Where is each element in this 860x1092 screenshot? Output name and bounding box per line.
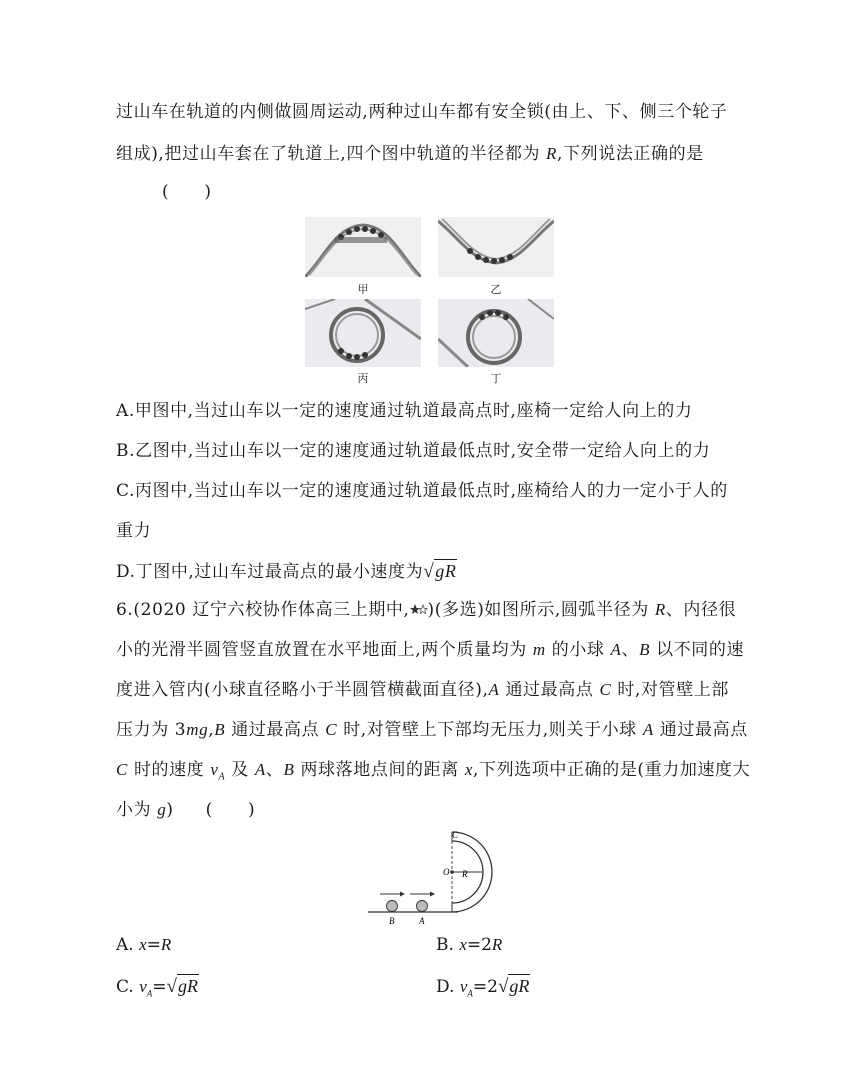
q6-var-m: m	[532, 640, 546, 659]
q6-line-6a: 小为	[116, 800, 158, 820]
q5-answer-paren: ( )	[162, 182, 212, 202]
q5-option-d-radicand: gR	[435, 561, 457, 581]
q5-line-2c: ,下列说法正确的是	[557, 144, 704, 164]
q6-var-a2: A	[488, 680, 500, 699]
arrow-a-icon	[430, 892, 435, 897]
q5-option-d	[116, 559, 457, 583]
q6-line-5g: 、	[265, 760, 284, 780]
q6-var-mg: mg	[186, 720, 209, 739]
q6-option-b	[436, 934, 502, 956]
q6-var-g: g	[157, 800, 167, 819]
q5-option-c-1: C.丙图中,当过山车以一定的速度通过轨道最低点时,座椅给人的力一定小于人的	[116, 481, 728, 501]
half-pipe-diagram	[366, 828, 526, 926]
q6-option-a-val: R	[160, 935, 172, 954]
caption-jia: 甲	[357, 283, 369, 296]
q6-var-v-sub: A	[218, 771, 226, 783]
q6-line-5i: 两球落地点间的距离	[294, 760, 465, 780]
q6-option-b-var: x	[459, 935, 467, 954]
q5-line-2a: 组成),把过山车套在了轨道上,四个图中轨道的半径都为	[116, 144, 547, 164]
photo-ding	[438, 299, 554, 367]
q6-option-d-radicand: gR	[509, 976, 530, 996]
q6-line-2a: 小的光滑半圆管竖直放置在水平地面上,两个质量均为	[116, 640, 533, 660]
q6-line-3	[116, 679, 729, 701]
q6-line-5e: 及	[225, 760, 255, 780]
label-c: C	[452, 830, 459, 840]
q6-option-c-sub: A	[146, 988, 153, 999]
photo-jia	[305, 217, 421, 277]
caption-yi: 乙	[490, 283, 502, 296]
q6-option-b-eq: =2	[466, 935, 492, 955]
q6-option-c-eq: =	[152, 977, 167, 997]
q6-line-2	[116, 639, 744, 661]
q6-answer-paren: ( )	[205, 800, 256, 820]
q6-line-3c: 通过最高点	[499, 680, 600, 700]
q6-option-d-var: v	[459, 977, 468, 996]
ball-a	[417, 901, 428, 912]
q6-option-c-sqrt: √gR	[166, 976, 198, 997]
label-a: A	[419, 916, 425, 926]
q6-line-3e: 时,对管壁上部	[611, 680, 730, 700]
difficulty-stars-icon	[410, 604, 428, 616]
q6-line-1	[116, 599, 736, 621]
q6-var-c2: C	[325, 720, 338, 739]
q5-option-b: B.乙图中,当过山车以一定的速度通过轨道最低点时,安全带一定给人向上的力	[116, 441, 711, 461]
q6-option-c-prefix: C.	[116, 977, 140, 997]
q5-option-d-text: D.丁图中,过山车过最高点的最小速度为	[116, 562, 424, 582]
q6-var-b3: B	[283, 760, 295, 779]
q6-var-c: C	[599, 680, 612, 699]
q5-option-d-sqrt: √gR	[423, 561, 457, 582]
q6-var-a3: A	[642, 720, 654, 739]
q6-option-a-prefix: A.	[116, 935, 140, 955]
q6-option-a-eq: =	[146, 935, 161, 955]
q6-line-1d: 、内径很	[665, 600, 737, 620]
q6-var-b2: B	[214, 720, 226, 739]
arrow-b-icon	[400, 892, 405, 897]
q6-line-4c: ,	[208, 720, 215, 740]
q6-option-d-eq: =2	[472, 977, 498, 997]
q6-var-x: x	[464, 760, 474, 779]
q6-var-b: B	[639, 640, 651, 659]
caption-bing: 丙	[357, 372, 369, 385]
q5-line-2	[116, 143, 704, 165]
q6-var-r: R	[654, 600, 666, 619]
q6-option-d-sub: A	[467, 988, 473, 999]
q6-option-d-sqrt: √gR	[497, 976, 530, 997]
q6-option-a	[116, 934, 171, 956]
q6-line-4i: 通过最高点	[653, 720, 748, 740]
q6-var-a4: A	[254, 760, 266, 779]
label-o: O	[443, 867, 450, 877]
photo-yi	[438, 217, 554, 277]
q6-option-c-radicand: gR	[177, 976, 198, 996]
q6-option-b-val: R	[491, 935, 503, 954]
q6-option-b-prefix: B.	[436, 935, 460, 955]
q6-line-5k: ,下列选项中正确的是(重力加速度大	[473, 760, 751, 780]
q5-line-1: 过山车在轨道的内侧做圆周运动,两种过山车都有安全锁(由上、下、侧三个轮子	[116, 102, 728, 122]
label-b: B	[389, 916, 395, 926]
q6-line-2c: 的小球	[545, 640, 611, 660]
q5-option-a: A.甲图中,当过山车以一定的速度通过轨道最高点时,座椅一定给人向上的力	[116, 401, 693, 421]
q6-option-d	[436, 974, 530, 1004]
q6-line-6c: )	[166, 800, 174, 820]
q6-var-v: v	[210, 760, 219, 779]
q6-line-4e: 通过最高点	[225, 720, 326, 740]
q6-line-3a: 度进入管内(小球直径略小于半圆管横截面直径),	[116, 680, 489, 700]
q6-option-c-var: v	[139, 977, 147, 996]
q5-radius-var: R	[546, 144, 558, 163]
q6-line-5b: 时的速度	[127, 760, 211, 780]
q6-line-4a: 压力为 3	[116, 720, 187, 740]
caption-ding: 丁	[490, 372, 502, 385]
q6-line-2e: 、	[621, 640, 640, 660]
ball-b	[387, 901, 398, 912]
q6-option-a-var: x	[139, 935, 147, 954]
q5-option-c-2: 重力	[116, 521, 152, 541]
q6-line-4	[116, 719, 748, 741]
q6-option-d-prefix: D.	[436, 977, 460, 997]
q6-line-6	[116, 799, 255, 821]
q6-line-5	[116, 759, 750, 788]
center-point	[450, 870, 454, 874]
q6-line-4g: 时,对管壁上下部均无压力,则关于小球	[337, 720, 643, 740]
q6-option-c	[116, 974, 199, 1004]
q6-line-1b: )(多选)如图所示,圆弧半径为	[427, 600, 655, 620]
q6-line-2g: 以不同的速	[650, 640, 745, 660]
q6-var-a: A	[610, 640, 622, 659]
q6-line-1a: 6.(2020 辽宁六校协作体高三上期中,	[116, 600, 410, 620]
label-r: R	[462, 869, 468, 879]
photo-bing	[305, 299, 421, 367]
q6-var-c3: C	[116, 760, 128, 779]
